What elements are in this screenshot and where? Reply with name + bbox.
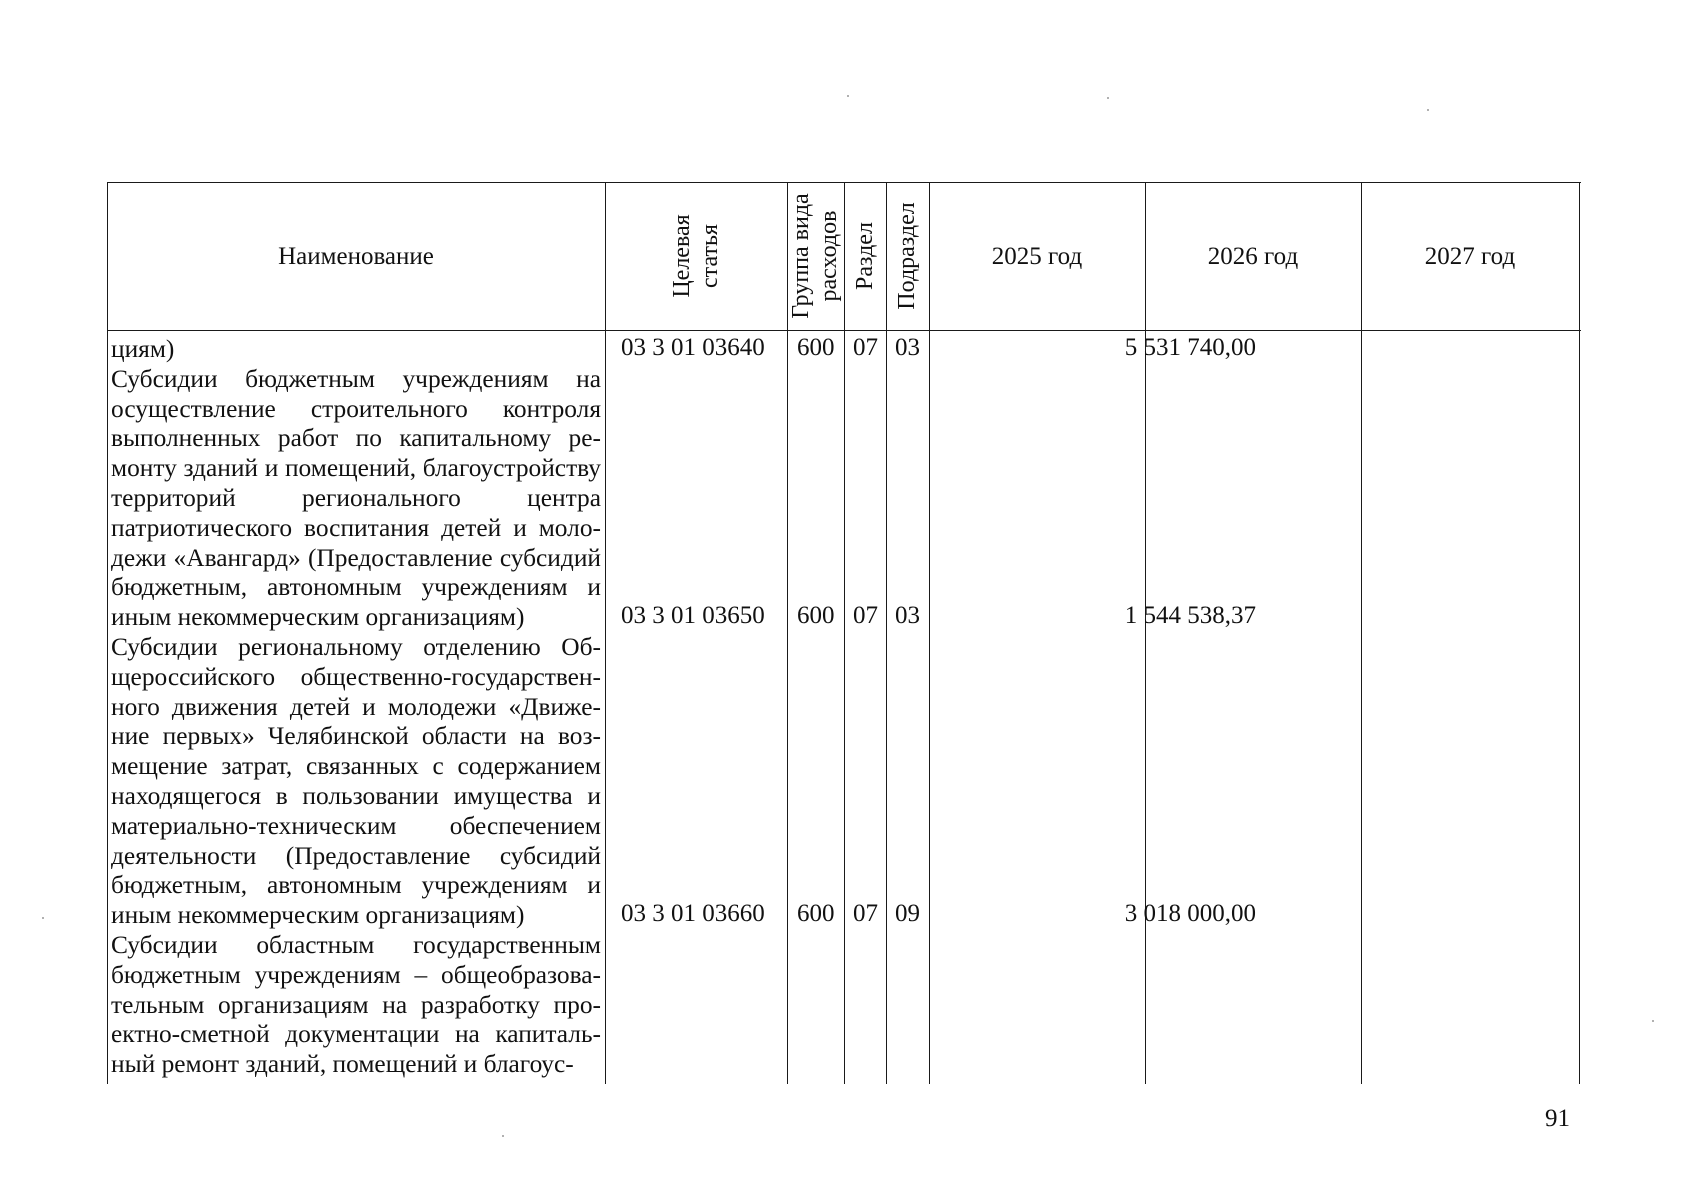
header-target-line1: Целевая [669, 214, 695, 298]
header-group-line1: Группа вида [788, 193, 814, 319]
header-expense-group [787, 193, 843, 318]
row2-amount-2025: 1 544 538,37 [1124, 602, 1256, 629]
header-target-line2: статья [697, 224, 723, 288]
row3-group: 600 [797, 900, 835, 927]
page-number: 91 [1545, 1105, 1570, 1132]
row2-subsection: 03 [895, 602, 920, 629]
row3-amount-2025: 3 018 000,00 [1124, 900, 1256, 927]
header-subsection-label: Подраздел [894, 202, 920, 310]
header-name-label: Наименование [278, 242, 434, 270]
name-column [111, 335, 601, 1080]
header-year-2027 [1361, 182, 1579, 331]
row2-group: 600 [797, 602, 835, 629]
scan-speck [502, 1135, 504, 1137]
col-border [1579, 182, 1580, 1084]
col-border [886, 182, 887, 1084]
scan-speck [1107, 97, 1109, 99]
name-paragraph: циям) [111, 335, 175, 363]
scan-speck [1652, 1020, 1654, 1022]
row3-target: 03 3 01 03660 [621, 900, 765, 927]
row1-subsection: 03 [895, 334, 920, 361]
header-year-2026 [1145, 182, 1361, 331]
scan-speck [1427, 109, 1429, 111]
header-year-2027-label: 2027 год [1424, 242, 1516, 270]
name-paragraph: Субсидии бюджетным учреждениям на осуществление строительного контроля выполненных работ по капитальному ремонту зданий и помещений, благоустройству территорий регионального центра патриотического воспитания детей и молодежи «Авангард» (Предоставление субсидий бюджетным, автономным учреждениям и иным некоммерческим организациям) [111, 364, 601, 632]
header-target-article [668, 214, 724, 297]
budget-table [107, 182, 1581, 1084]
header-subsection [893, 202, 921, 309]
name-paragraph: Субсидии региональному отделению Общероссийского общественно-государственного движения детей и молодежи «Движение первых» Челябинской области на возмещение затрат, связанных с содержанием находящегося в пользовании имущества и материально-техническим обеспечением деятельности (Предоставление субсидий бюджетным, автономным учреждениям и иным некоммерческим организациям) [111, 632, 601, 930]
header-section-label: Раздел [852, 222, 878, 290]
row1-amount-2025: 5 531 740,00 [1124, 334, 1256, 361]
header-name [107, 182, 605, 331]
row1-target: 03 3 01 03640 [621, 334, 765, 361]
header-year-2026-label: 2026 год [1207, 242, 1299, 270]
col-border [605, 182, 606, 1084]
row1-group: 600 [797, 334, 835, 361]
header-section [851, 222, 879, 290]
header-year-2025 [929, 182, 1145, 331]
row3-section: 07 [853, 900, 878, 927]
header-year-2025-label: 2025 год [991, 242, 1083, 270]
name-paragraph: Субсидии областным государственным бюджетным учреждениям – общеобразовательным организациям на разработку проектно-сметной документации на капитальный ремонт зданий, помещений и благоус- [111, 930, 601, 1079]
scan-speck [42, 917, 44, 919]
row2-section: 07 [853, 602, 878, 629]
row2-target: 03 3 01 03650 [621, 602, 765, 629]
header-group-line2: расходов [816, 210, 842, 302]
scan-speck [847, 95, 849, 97]
row3-subsection: 09 [895, 900, 920, 927]
col-border [844, 182, 845, 1084]
row1-section: 07 [853, 334, 878, 361]
